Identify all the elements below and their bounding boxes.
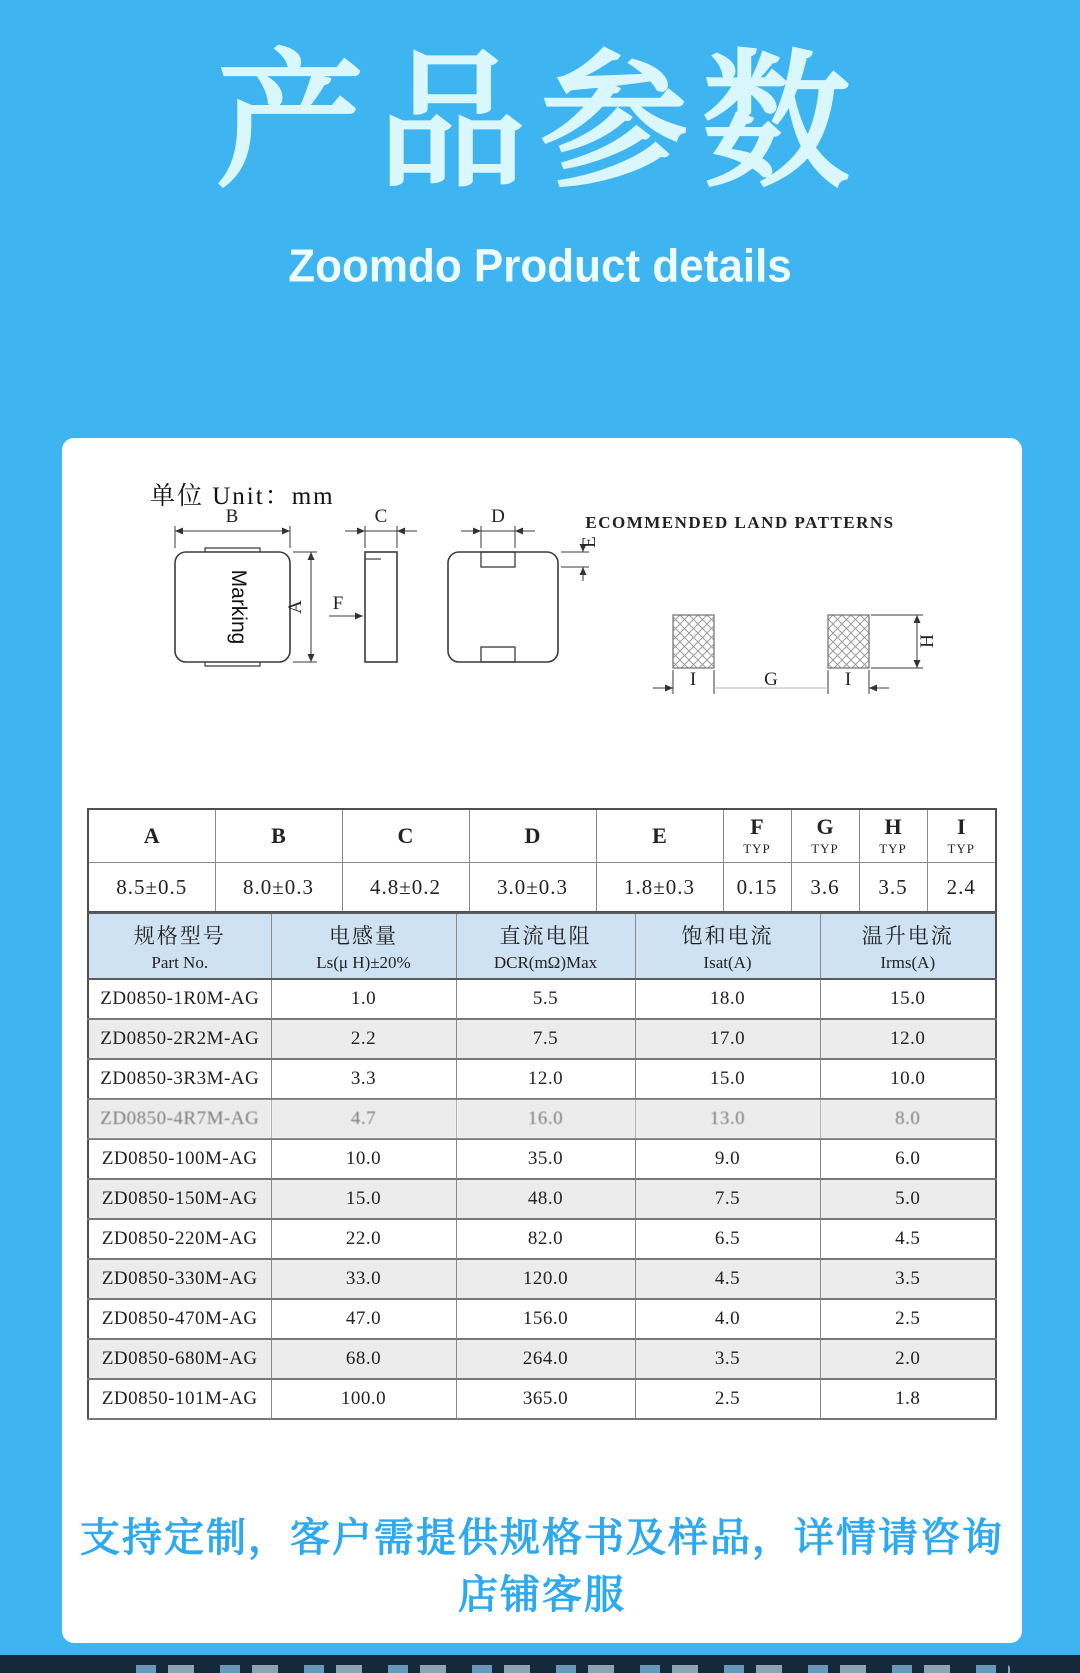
back-view — [448, 526, 589, 662]
dim-value-e: 1.8±0.3 — [596, 863, 723, 913]
dim-col-i: I TYP — [927, 809, 996, 863]
dimension-values-row — [88, 863, 996, 913]
dimension-header-row — [88, 809, 996, 863]
part-no: ZD0850-1R0M-AG — [88, 979, 271, 1019]
dim-value-f: 0.15 — [723, 863, 791, 913]
dim-value-h: 3.5 — [859, 863, 927, 913]
part-no: ZD0850-3R3M-AG — [88, 1059, 271, 1099]
part-no: ZD0850-101M-AG — [88, 1379, 271, 1419]
dim-label-i-left: I — [689, 669, 697, 690]
dim-label-f: F — [332, 593, 344, 614]
col-part-no: 规格型号 Part No. — [88, 913, 271, 979]
part-no: ZD0850-470M-AG — [88, 1299, 271, 1339]
table-row: ZD0850-150M-AG 15.0 48.0 7.5 5.0 — [88, 1179, 996, 1219]
customization-note: 支持定制，客户需提供规格书及样品，详情请咨询店铺客服 — [80, 1516, 1004, 1617]
dim-label-i-right: I — [844, 669, 852, 690]
land-patterns-title: ECOMMENDED LAND PATTERNS — [585, 513, 895, 532]
dim-label-b: B — [225, 506, 239, 527]
table-row: ZD0850-101M-AG 100.0 365.0 2.5 1.8 — [88, 1379, 996, 1419]
dimension-table — [87, 808, 997, 913]
part-no: ZD0850-680M-AG — [88, 1339, 271, 1379]
dim-label-g: G — [764, 669, 778, 690]
dim-value-c: 4.8±0.2 — [342, 863, 469, 913]
part-no: ZD0850-2R2M-AG — [88, 1019, 271, 1059]
col-irms: 温升电流 Irms(A) — [820, 913, 996, 979]
dim-col-d: D — [469, 809, 596, 863]
part-no: ZD0850-330M-AG — [88, 1259, 271, 1299]
dim-value-b: 8.0±0.3 — [215, 863, 342, 913]
part-no: ZD0850-4R7M-AG — [88, 1099, 271, 1139]
next-section-cutoff — [0, 1655, 1080, 1673]
dim-label-a: A — [285, 600, 306, 614]
dim-col-f: F TYP — [723, 809, 791, 863]
table-row: ZD0850-470M-AG 47.0 156.0 4.0 2.5 — [88, 1299, 996, 1339]
table-row: ZD0850-4R7M-AG 4.7 16.0 13.0 8.0 — [88, 1099, 996, 1139]
dim-label-e: E — [579, 536, 600, 548]
dim-value-a: 8.5±0.5 — [88, 863, 215, 913]
table-row: ZD0850-100M-AG 10.0 35.0 9.0 6.0 — [88, 1139, 996, 1179]
dim-value-g: 3.6 — [791, 863, 859, 913]
dim-value-i: 2.4 — [927, 863, 996, 913]
col-dcr: 直流电阻 DCR(mΩ)Max — [456, 913, 635, 979]
dim-col-e: E — [596, 809, 723, 863]
col-inductance: 电感量 Ls(μ H)±20% — [271, 913, 456, 979]
spec-header-row — [88, 913, 996, 979]
dim-label-d: D — [491, 506, 505, 527]
unit-label: 单位 Unit：mm — [150, 483, 335, 510]
dim-col-h: H TYP — [859, 809, 927, 863]
product-parameter-card — [62, 438, 1022, 1643]
technical-drawing — [77, 498, 1007, 798]
dim-value-d: 3.0±0.3 — [469, 863, 596, 913]
spec-table — [87, 912, 997, 1420]
cutoff-text — [110, 1665, 1010, 1673]
table-row: ZD0850-1R0M-AG 1.0 5.5 18.0 15.0 — [88, 979, 996, 1019]
dim-label-c: C — [374, 506, 388, 527]
page-subtitle: Zoomdo Product details — [288, 240, 792, 293]
dim-col-a: A — [88, 809, 215, 863]
page-title: 产品参数 — [216, 40, 864, 205]
dim-col-b: B — [215, 809, 342, 863]
table-row: ZD0850-330M-AG 33.0 120.0 4.5 3.5 — [88, 1259, 996, 1299]
col-isat: 饱和电流 Isat(A) — [635, 913, 820, 979]
marking-label: Marking — [227, 569, 250, 645]
part-no: ZD0850-100M-AG — [88, 1139, 271, 1179]
part-no: ZD0850-150M-AG — [88, 1179, 271, 1219]
part-no: ZD0850-220M-AG — [88, 1219, 271, 1259]
table-row: ZD0850-680M-AG 68.0 264.0 3.5 2.0 — [88, 1339, 996, 1379]
table-row: ZD0850-3R3M-AG 3.3 12.0 15.0 10.0 — [88, 1059, 996, 1099]
table-row: ZD0850-220M-AG 22.0 82.0 6.5 4.5 — [88, 1219, 996, 1259]
dim-col-g: G TYP — [791, 809, 859, 863]
dim-label-h: H — [917, 634, 938, 648]
dim-col-c: C — [342, 809, 469, 863]
table-row: ZD0850-2R2M-AG 2.2 7.5 17.0 12.0 — [88, 1019, 996, 1059]
